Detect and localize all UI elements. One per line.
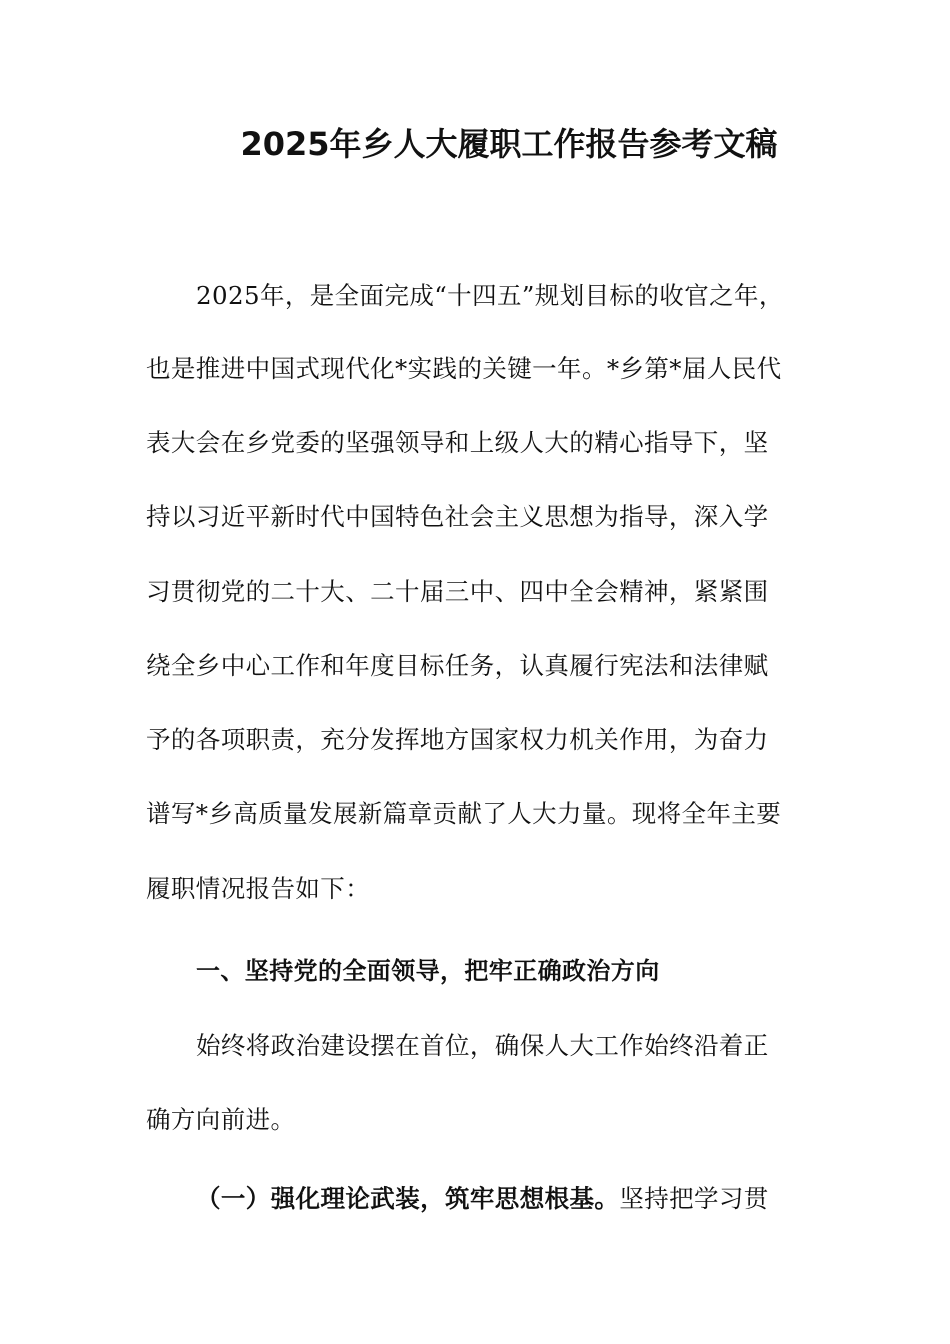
paragraph-line: 始终将政治建设摆在首位，确保人大工作始终沿着正 bbox=[196, 1031, 769, 1060]
paragraph-line: 习贯彻党的二十大、二十届三中、四中全会精神，紧紧围 bbox=[146, 577, 769, 606]
section-heading: 一、坚持党的全面领导，把牢正确政治方向 bbox=[196, 957, 660, 985]
paragraph-line: 也是推进中国式现代化*实践的关键一年。*乡第*届人民代 bbox=[146, 354, 782, 383]
paragraph-line: 表大会在乡党委的坚强领导和上级人大的精心指导下，坚 bbox=[146, 428, 769, 457]
subsection-text: 坚持把学习贯 bbox=[619, 1184, 769, 1213]
paragraph-line: 2025年，是全面完成“十四五”规划目标的收官之年， bbox=[196, 281, 784, 310]
paragraph-line: 确方向前进。 bbox=[146, 1105, 296, 1134]
paragraph-line: 履职情况报告如下： bbox=[146, 874, 371, 903]
paragraph-line: 持以习近平新时代中国特色社会主义思想为指导，深入学 bbox=[146, 502, 769, 531]
paragraph-line: 予的各项职责，充分发挥地方国家权力机关作用，为奋力 bbox=[146, 725, 769, 754]
paragraph-line: 绕全乡中心工作和年度目标任务，认真履行宪法和法律赋 bbox=[146, 651, 769, 680]
paragraph-line: 谱写*乡高质量发展新篇章贡献了人大力量。现将全年主要 bbox=[146, 799, 782, 828]
subsection-lead: （一）强化理论武装，筑牢思想根基。 bbox=[196, 1184, 620, 1213]
subsection-line bbox=[196, 1179, 769, 1219]
document-title: 2025年乡人大履职工作报告参考文稿 bbox=[240, 125, 778, 163]
